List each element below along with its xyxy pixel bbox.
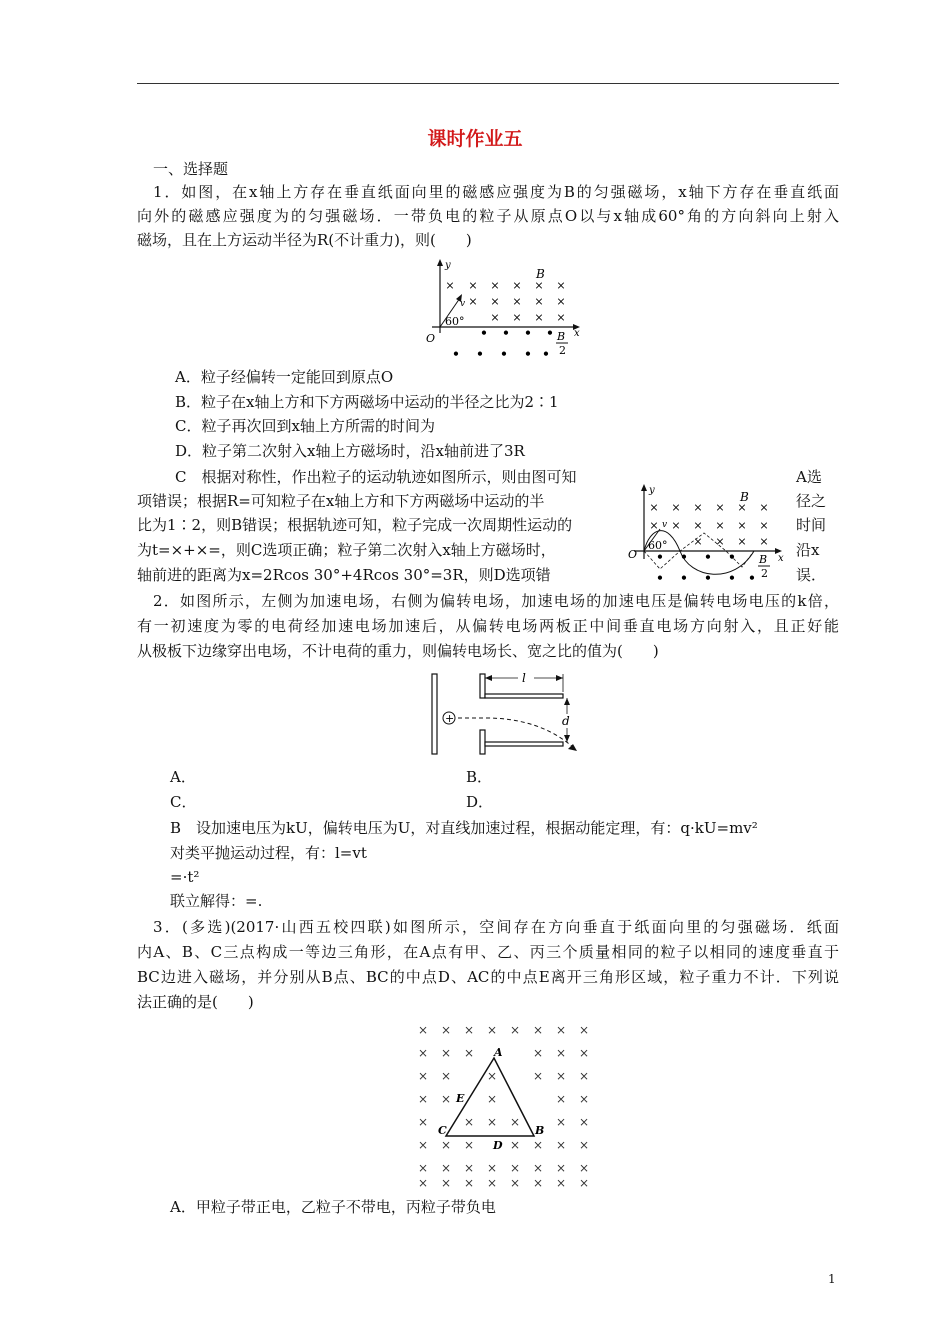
q1-fig-x-label: x	[574, 328, 580, 339]
q1-ans-fig-cross: ×	[715, 535, 725, 548]
q3-option-a: A．甲粒子带正电，乙粒子不带电，丙粒子带负电	[170, 1198, 496, 1216]
q1-fig-cross: ×	[556, 311, 566, 324]
q1-ans-fig-dot: •	[704, 550, 712, 564]
page-number: 1	[828, 1272, 836, 1286]
q3-fig-cross: ×	[417, 1138, 429, 1152]
q1-answer-1-right: A选	[796, 468, 822, 486]
q1-ans-fig-cross: ×	[759, 501, 769, 514]
q1-answer-3: 比为1∶2，则B错误；根据轨迹可知，粒子完成一次周期性运动的	[137, 516, 573, 534]
q1-ans-fig-dot: •	[748, 571, 756, 585]
q2-answer-3: =·t²	[170, 868, 200, 886]
q1-ans-fig-cross: ×	[715, 519, 725, 532]
q3-fig-cross: ×	[463, 1161, 475, 1175]
q1-option-a: A．粒子经偏转一定能回到原点O	[175, 368, 394, 386]
q3-fig-cross: ×	[555, 1069, 567, 1083]
q1-ans-fig-origin: O	[628, 548, 638, 561]
q3-fig-cross: ×	[578, 1092, 590, 1106]
q1-ans-fig-cross: ×	[671, 501, 681, 514]
q1-fig-cross: ×	[512, 295, 522, 308]
q3-fig-cross: ×	[440, 1138, 452, 1152]
q1-ans-fig-cross: ×	[693, 535, 703, 548]
q2-line-3: 从极板下边缘穿出电场，不计电荷的重力，则偏转电场长、宽之比的值为( )	[137, 642, 659, 660]
q3-fig-label-a: A	[494, 1046, 503, 1059]
q1-fig-dot: •	[452, 347, 460, 361]
q3-fig-cross: ×	[555, 1046, 567, 1060]
q2-fig-l-label: l	[522, 671, 526, 685]
q3-line-1: 3．(多选)(2017·山西五校四联)如图所示，空间存在方向垂直于纸面向里的匀强磁场．纸面	[153, 918, 839, 936]
q3-fig-cross: ×	[417, 1115, 429, 1129]
q1-ans-fig-dot: •	[728, 571, 736, 585]
q3-fig-cross: ×	[532, 1161, 544, 1175]
section-heading: 一、选择题	[153, 160, 229, 178]
q1-fig-b2-num: B	[557, 330, 566, 343]
q2-fig-charge: +	[445, 712, 455, 725]
q3-fig-cross: ×	[417, 1092, 429, 1106]
q1-ans-fig-cross: ×	[649, 519, 659, 532]
q3-fig-cross: ×	[463, 1115, 475, 1129]
q1-option-d: D．粒子第二次射入x轴上方磁场时，沿x轴前进了3R	[175, 442, 525, 460]
q1-answer-5: 轴前进的距离为x=2Rcos 30°+4Rcos 30°=3R，则D选项错	[137, 566, 551, 584]
header-rule	[137, 83, 839, 84]
q1-answer-figure	[624, 481, 794, 585]
q1-answer-2-right: 径之	[796, 492, 827, 510]
q1-answer-2: 项错误；根据R=可知粒子在x轴上方和下方两磁场中运动的半	[137, 492, 545, 510]
q2-option-b: B．	[466, 768, 493, 786]
q3-line-3: BC边进入磁场，并分别从B点、BC的中点D、AC的中点E离开三角形区域，粒子重力不计．下列说	[137, 968, 839, 986]
q1-fig-y-label: y	[445, 260, 451, 271]
q1-ans-fig-dot: •	[656, 550, 664, 564]
q3-fig-cross: ×	[578, 1046, 590, 1060]
q1-ans-fig-cross: ×	[737, 535, 747, 548]
q1-ans-fig-dot: •	[704, 571, 712, 585]
q3-fig-cross: ×	[532, 1023, 544, 1037]
q1-ans-fig-cross: ×	[715, 501, 725, 514]
q1-fig-origin: O	[426, 332, 436, 345]
q1-answer-1: C 根据对称性，作出粒子的运动轨迹如图所示，则由图可知	[175, 468, 577, 486]
q3-fig-cross: ×	[486, 1023, 498, 1037]
q1-ans-fig-angle: 60°	[648, 539, 668, 552]
q1-fig-cross: ×	[445, 279, 455, 292]
q3-fig-cross: ×	[417, 1176, 429, 1190]
q1-fig-cross: ×	[490, 311, 500, 324]
q1-ans-fig-x: x	[778, 553, 784, 564]
q3-fig-cross: ×	[463, 1176, 475, 1190]
q3-fig-cross: ×	[440, 1161, 452, 1175]
q3-fig-cross: ×	[417, 1046, 429, 1060]
q3-fig-label-d: D	[493, 1139, 503, 1152]
q3-fig-cross: ×	[578, 1138, 590, 1152]
q1-ans-fig-cross: ×	[693, 519, 703, 532]
q3-fig-cross: ×	[486, 1176, 498, 1190]
q1-answer-4-right: 沿x	[796, 541, 820, 559]
q1-fig-cross: ×	[534, 311, 544, 324]
q2-figure	[420, 670, 590, 758]
q1-fig-dot: •	[524, 326, 532, 340]
q1-ans-fig-cross: ×	[693, 501, 703, 514]
q1-fig-cross: ×	[490, 279, 500, 292]
q1-option-b: B．粒子在x轴上方和下方两磁场中运动的半径之比为2∶1	[175, 393, 559, 411]
q3-fig-cross: ×	[555, 1138, 567, 1152]
q3-fig-cross: ×	[463, 1046, 475, 1060]
q2-line-1: 2．如图所示，左侧为加速电场，右侧为偏转电场，加速电场的加速电压是偏转电场电压的k倍，	[153, 592, 839, 610]
q1-fig-b2-den: 2	[559, 344, 566, 357]
q3-fig-cross: ×	[440, 1046, 452, 1060]
q2-option-a: A．	[170, 768, 196, 786]
q2-line-2: 有一初速度为零的电荷经加速电场加速后，从偏转电场两板正中间垂直电场方向射入，且正好能	[137, 617, 839, 635]
q3-fig-cross: ×	[486, 1161, 498, 1175]
q3-line-2: 内A、B、C三点构成一等边三角形，在A点有甲、乙、丙三个质量相同的粒子以相同的速度垂直于	[137, 943, 839, 961]
q1-fig-cross: ×	[556, 295, 566, 308]
q3-figure	[410, 1018, 600, 1190]
q1-line-3: 磁场，且在上方运动半径为R(不计重力)，则( )	[137, 231, 472, 249]
q3-fig-cross: ×	[463, 1138, 475, 1152]
q1-fig-cross: ×	[512, 279, 522, 292]
q1-fig-v: v	[460, 299, 466, 309]
q1-fig-b-label: B	[536, 267, 545, 281]
q1-fig-dot: •	[546, 326, 554, 340]
q1-ans-fig-cross: ×	[737, 519, 747, 532]
q3-fig-cross: ×	[486, 1069, 498, 1083]
q1-ans-fig-b2-den: 2	[761, 567, 768, 580]
q1-ans-fig-cross: ×	[737, 501, 747, 514]
q1-answer-3-right: 时间	[796, 516, 827, 534]
q2-answer-2: 对类平抛运动过程，有：l=vt	[170, 844, 367, 862]
q1-fig-cross: ×	[534, 295, 544, 308]
page-title: 课时作业五	[427, 128, 523, 150]
q1-ans-fig-cross: ×	[759, 519, 769, 532]
q3-fig-label-b: B	[535, 1124, 545, 1137]
q3-fig-cross: ×	[578, 1115, 590, 1129]
q1-ans-fig-v: v	[662, 520, 668, 530]
q1-fig-dot: •	[502, 326, 510, 340]
q3-fig-cross: ×	[486, 1092, 498, 1106]
q3-fig-cross: ×	[578, 1176, 590, 1190]
q2-fig-d-label: d	[562, 714, 570, 728]
q3-fig-cross: ×	[578, 1161, 590, 1175]
q1-ans-fig-b2-num: B	[759, 553, 768, 566]
q3-fig-cross: ×	[509, 1176, 521, 1190]
q3-fig-cross: ×	[509, 1138, 521, 1152]
q3-fig-cross: ×	[440, 1176, 452, 1190]
q3-fig-label-e: E	[456, 1092, 465, 1105]
q2-answer-1: B 设加速电压为kU，偏转电压为U，对直线加速过程，根据动能定理，有：q·kU=mv²	[170, 819, 758, 837]
q3-fig-cross: ×	[440, 1069, 452, 1083]
q2-option-d: D．	[466, 793, 494, 811]
q3-fig-cross: ×	[417, 1023, 429, 1037]
q3-fig-cross: ×	[555, 1115, 567, 1129]
q1-fig-dot: •	[542, 347, 550, 361]
q3-fig-cross: ×	[555, 1023, 567, 1037]
q3-fig-cross: ×	[532, 1176, 544, 1190]
q1-answer-4: 为t=×+×=，则C选项正确；粒子第二次射入x轴上方磁场时，	[137, 541, 556, 559]
q3-fig-cross: ×	[509, 1161, 521, 1175]
q1-fig-cross: ×	[468, 295, 478, 308]
q1-ans-fig-cross: ×	[649, 501, 659, 514]
q3-fig-cross: ×	[555, 1161, 567, 1175]
q1-fig-dot: •	[480, 326, 488, 340]
q3-fig-cross: ×	[578, 1023, 590, 1037]
q1-ans-fig-dot: •	[728, 550, 736, 564]
q3-fig-cross: ×	[532, 1046, 544, 1060]
q1-figure	[420, 256, 590, 362]
q3-fig-cross: ×	[486, 1115, 498, 1129]
q3-fig-label-c: C	[438, 1124, 447, 1137]
q1-ans-fig-dot: •	[680, 571, 688, 585]
q1-ans-fig-b: B	[740, 490, 749, 504]
q3-fig-cross: ×	[417, 1161, 429, 1175]
q1-answer-5-right: 误．	[796, 566, 827, 584]
q2-option-c: C．	[170, 793, 197, 811]
q3-fig-cross: ×	[509, 1023, 521, 1037]
q3-fig-cross: ×	[417, 1069, 429, 1083]
q1-fig-dot: •	[500, 347, 508, 361]
q3-fig-cross: ×	[532, 1138, 544, 1152]
q3-fig-cross: ×	[463, 1023, 475, 1037]
q1-line-2: 向外的磁感应强度为的匀强磁场．一带负电的粒子从原点O以与x轴成60°角的方向斜向上射入	[137, 207, 839, 225]
q3-fig-cross: ×	[532, 1069, 544, 1083]
q1-option-c: C．粒子再次回到x轴上方所需的时间为	[175, 417, 435, 435]
q1-line-1: 1．如图，在x轴上方存在垂直纸面向里的磁感应强度为B的匀强磁场，x轴下方存在垂直纸面	[153, 183, 839, 201]
q1-ans-fig-y: y	[649, 485, 655, 496]
q1-fig-cross: ×	[468, 279, 478, 292]
q1-fig-angle: 60°	[445, 315, 465, 328]
q1-fig-cross: ×	[512, 311, 522, 324]
q2-answer-4: 联立解得：=.	[170, 892, 263, 910]
q1-fig-dot: •	[524, 347, 532, 361]
q1-fig-cross: ×	[556, 279, 566, 292]
q3-fig-cross: ×	[555, 1176, 567, 1190]
q3-line-4: 法正确的是( )	[137, 993, 254, 1011]
q1-ans-fig-dot: •	[680, 550, 688, 564]
q1-ans-fig-cross: ×	[759, 535, 769, 548]
q3-fig-cross: ×	[440, 1023, 452, 1037]
q1-fig-cross: ×	[534, 279, 544, 292]
q3-fig-cross: ×	[555, 1092, 567, 1106]
q1-fig-dot: •	[476, 347, 484, 361]
q3-fig-cross: ×	[578, 1069, 590, 1083]
q3-fig-cross: ×	[509, 1115, 521, 1129]
q1-ans-fig-cross: ×	[671, 519, 681, 532]
q1-fig-cross: ×	[490, 295, 500, 308]
q1-ans-fig-dot: •	[656, 571, 664, 585]
q3-fig-cross: ×	[440, 1092, 452, 1106]
